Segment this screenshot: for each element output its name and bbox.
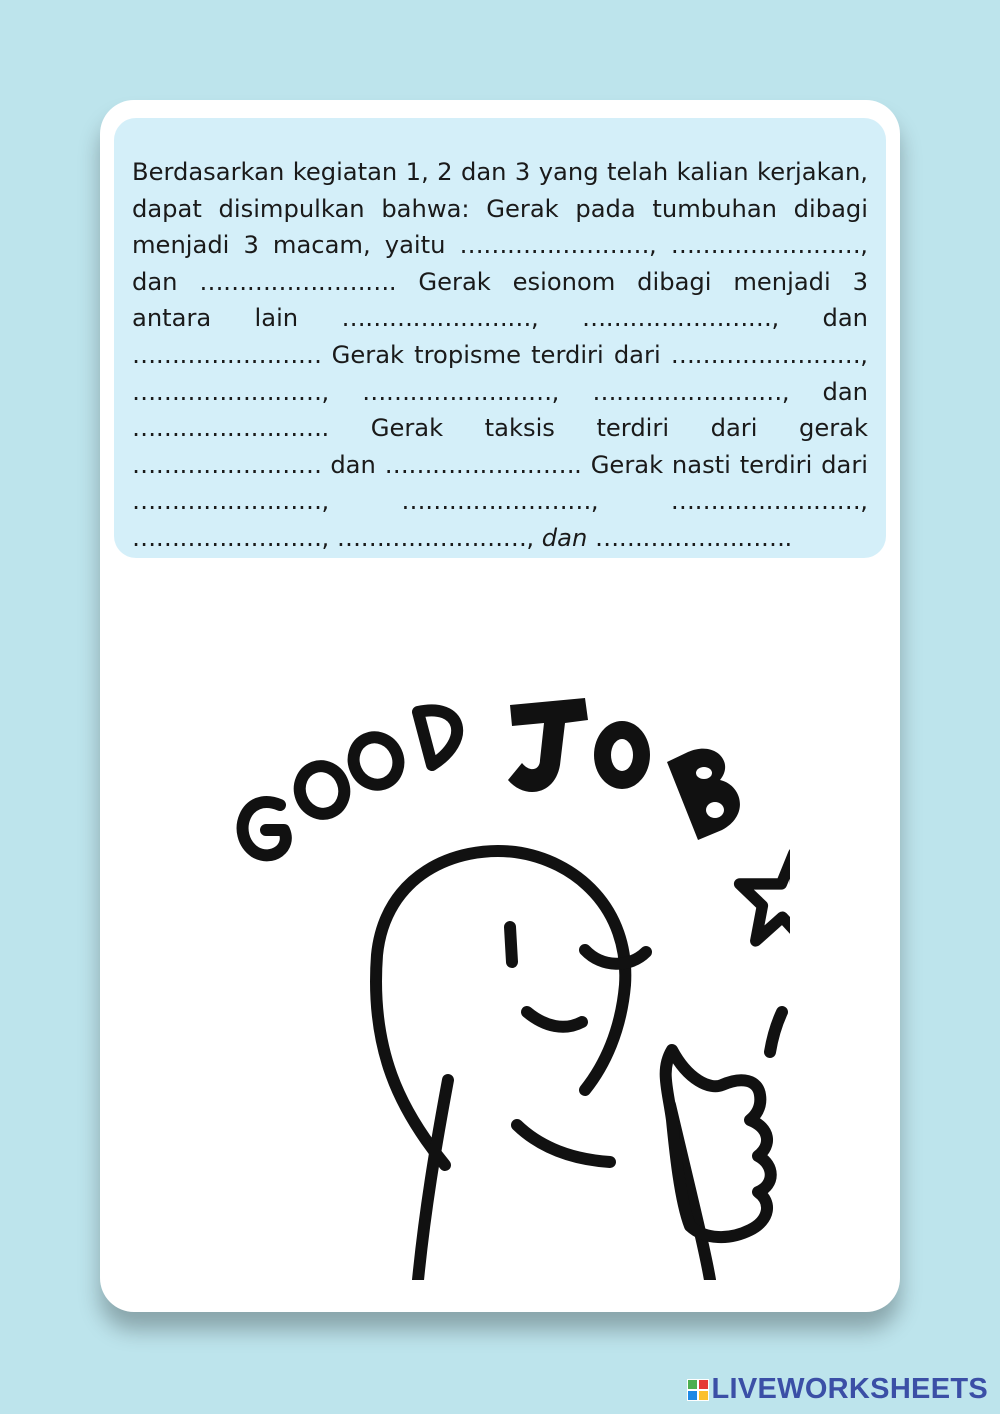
character-smile (527, 1012, 582, 1027)
text-segment: , (860, 487, 868, 516)
job-lettering (508, 698, 740, 840)
answer-blank[interactable]: …………………… (132, 340, 322, 369)
text-segment: , (321, 523, 337, 552)
answer-blank[interactable]: …………………… (336, 523, 527, 552)
answer-blank[interactable]: …………………… (132, 414, 322, 443)
answer-blank[interactable]: …………………… (581, 304, 772, 333)
conclusion-text-panel (114, 118, 886, 558)
good-job-illustration (210, 590, 790, 1280)
italic-word: dan (541, 523, 588, 552)
answer-blank[interactable]: …………………… (199, 267, 389, 296)
star-trail (770, 1012, 782, 1052)
star-icon (740, 854, 790, 941)
answer-blank[interactable]: …………………… (670, 487, 861, 516)
text-segment: , dan (771, 304, 868, 333)
text-segment: , dan (132, 231, 868, 296)
text-segment: . Gerak taksis terdiri dari gerak (321, 414, 868, 443)
answer-blank[interactable]: …………………… (132, 523, 322, 552)
answer-blank[interactable]: …………………… (595, 523, 785, 552)
text-segment: . (784, 523, 793, 552)
logo-square (698, 1379, 709, 1390)
text-segment: dan (321, 450, 385, 479)
answer-blank[interactable]: …………………… (132, 450, 322, 479)
answer-blank[interactable]: …………………… (670, 231, 861, 260)
answer-blank[interactable]: …………………… (132, 377, 322, 406)
good-job-drawing (210, 590, 790, 1280)
worksheet-card (100, 100, 900, 1312)
brand-name: LIVEWORKSHEETS (711, 1373, 988, 1405)
text-segment: , (321, 377, 363, 406)
liveworksheets-brand (687, 1373, 989, 1406)
good-lettering (243, 710, 458, 855)
answer-blank[interactable]: …………………… (132, 487, 322, 516)
text-segment: , (551, 377, 593, 406)
text-segment: , (530, 304, 582, 333)
answer-blank[interactable]: …………………… (384, 450, 575, 479)
text-segment (587, 524, 595, 552)
conclusion-paragraph (132, 154, 868, 557)
answer-blank[interactable]: …………………… (592, 377, 782, 406)
text-segment: . Gerak nasti terdiri dari (574, 450, 868, 479)
character-head (376, 851, 625, 1165)
answer-blank[interactable]: …………………… (459, 231, 650, 260)
character-closed-eye (585, 950, 646, 964)
logo-square (687, 1390, 698, 1401)
character-left-eye (510, 927, 512, 962)
text-segment: Berdasarkan kegiatan 1, 2 dan 3 yang telah kalian kerjakan, dapat disimpulkan bahwa: Gerak pada tumbuhan dibagi menjadi 3 macam, yaitu (132, 158, 868, 260)
logo-square (698, 1390, 709, 1401)
text-segment: , dan (781, 377, 868, 406)
text-segment: , (321, 487, 402, 516)
text-segment: . Gerak esionom dibagi menjadi 3 antara lain (132, 267, 868, 333)
answer-blank[interactable]: …………………… (341, 304, 531, 333)
character-left-side (418, 1080, 448, 1280)
text-segment: , (526, 523, 542, 552)
answer-blank[interactable]: …………………… (670, 340, 861, 369)
answer-blank[interactable]: …………………… (362, 377, 552, 406)
text-segment: , (590, 487, 671, 516)
liveworksheets-logo-icon (687, 1379, 709, 1401)
text-segment: Gerak tropisme terdiri dari (321, 340, 671, 369)
text-segment: , (860, 340, 868, 369)
logo-square (687, 1379, 698, 1390)
text-segment: , (649, 231, 671, 260)
answer-blank[interactable]: …………………… (401, 487, 591, 516)
character-arm (517, 1125, 610, 1162)
